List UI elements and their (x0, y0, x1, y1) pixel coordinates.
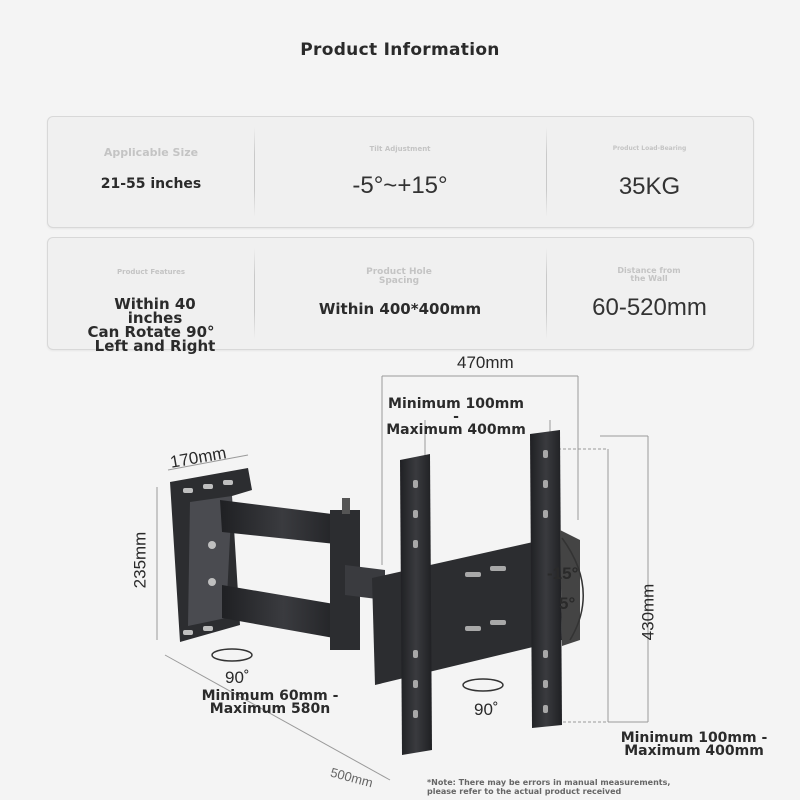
spec-wall-distance (546, 238, 753, 349)
spec-label: Product Load-Bearing (612, 145, 687, 152)
tilt-up-label: -15° (547, 564, 579, 583)
spec-label: Product Hole Spacing (366, 267, 432, 286)
page-title: Product Information (300, 40, 500, 60)
note-line: Minimum 60mm - (201, 688, 339, 704)
dim-hole-spacing-top (386, 398, 526, 437)
note-line: Maximum 400mm (386, 422, 526, 438)
dim-wall-plate-height: 235mm (130, 531, 150, 589)
dim-plate-height: 430mm (638, 583, 658, 641)
spec-applicable-size (48, 117, 254, 227)
rotate-right-label: 90˚ (474, 700, 499, 719)
note-line: Maximum 580n (209, 701, 331, 717)
spec-panel-row-2 (47, 237, 754, 355)
spec-label: Tilt Adjustment (369, 145, 431, 153)
rotate-left-label: 90˚ (225, 668, 250, 687)
note-line: Minimum 100mm - (388, 396, 524, 425)
spec-load-bearing (546, 117, 753, 227)
spec-label: Distance from the Wall (617, 266, 681, 283)
feature-line: Left and Right (94, 337, 216, 355)
mount-diagram (0, 350, 800, 800)
spec-value: 35KG (618, 173, 681, 200)
spec-panel-row-1 (47, 116, 754, 228)
note-line: Minimum 100mm - (620, 730, 768, 746)
spec-label: Product Features (117, 268, 185, 276)
tilt-down-label: 5° (559, 594, 576, 613)
dim-wall-plate-width: 170mm (168, 443, 228, 472)
spec-value: Within 400*400mm (318, 300, 482, 318)
dim-hole-spacing-bottom (608, 732, 780, 758)
note-line: Maximum 400mm (624, 743, 764, 759)
measurement-note (427, 778, 787, 796)
spec-value: 60-520mm (592, 294, 707, 321)
spec-hole-spacing (254, 238, 546, 349)
note-line: please refer to the actual product received (427, 787, 622, 796)
spec-value (58, 297, 252, 353)
spec-product-features (48, 238, 254, 355)
note-line: *Note: There may be errors in manual measurements, (427, 778, 671, 787)
feature-line: Can Rotate 90° (87, 323, 215, 341)
spec-value: -5°~+15° (352, 172, 448, 199)
feature-line: Within 40 (114, 295, 196, 313)
dim-wall-distance (190, 690, 350, 716)
feature-line: inches (127, 309, 183, 327)
articulating-arms (220, 498, 385, 650)
dim-width: 470mm (457, 353, 514, 372)
spec-label: Applicable Size (103, 146, 199, 159)
spec-tilt-adjustment (254, 117, 546, 227)
dim-arm-length: 500mm (328, 764, 375, 791)
spec-value: 21-55 inches (100, 176, 202, 192)
